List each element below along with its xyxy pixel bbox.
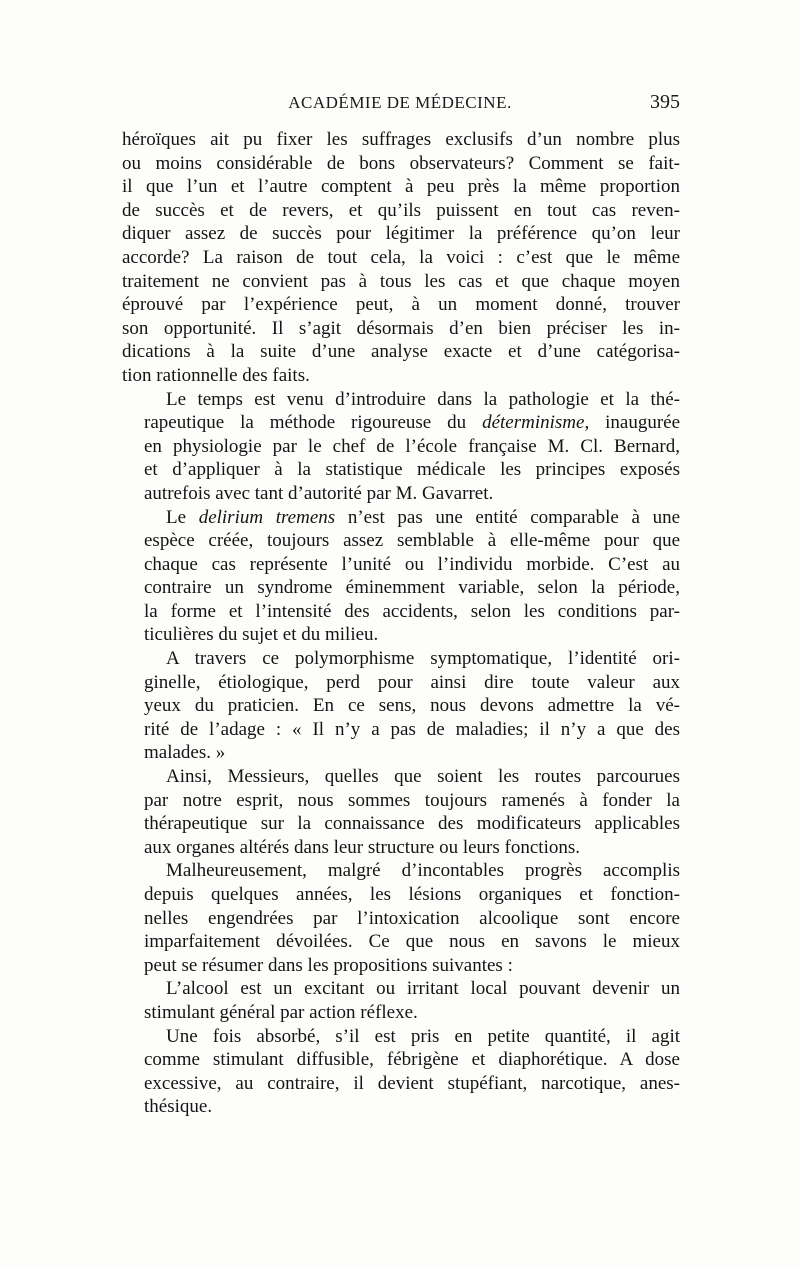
text-line: Une fois absorbé, s’il est pris en petite quantité, il agit xyxy=(166,1025,680,1047)
text-line: thérapeutique sur la connaissance des modificateurs applicables xyxy=(144,813,680,835)
text-line: Le temps est venu d’introduire dans la pathologie et la thé- xyxy=(166,388,680,410)
paragraph-8 xyxy=(122,1025,680,1119)
paragraph-5 xyxy=(122,765,680,859)
italic-term: déterminisme xyxy=(482,412,585,434)
text-line: et d’appliquer à la statistique médicale les principes exposés xyxy=(144,459,680,481)
text-line: excessive, au contraire, il devient stupéfiant, narcotique, anes- xyxy=(144,1072,680,1094)
text-line: depuis quelques années, les lésions organiques et fonction- xyxy=(144,884,680,905)
text-line: L’alcool est un excitant ou irritant local pouvant devenir un xyxy=(166,978,680,1000)
text-line: son opportunité. Il s’agit désormais d’en bien préciser les in- xyxy=(122,317,680,339)
italic-term: delirium tremens xyxy=(198,506,336,528)
text-line: aux organes altérés dans leur structure ou leurs fonctions. xyxy=(144,836,580,858)
text-line: rité de l’adage : « Il n’y a pas de maladies; il n’y a que des xyxy=(144,718,680,740)
paragraph-1 xyxy=(122,128,680,388)
page-number: 395 xyxy=(650,91,680,113)
text-line: yeux du praticien. En ce sens, nous devons admettre la vé- xyxy=(144,695,680,717)
text-line: stimulant général par action réflexe. xyxy=(144,1001,418,1023)
text-line: héroïques ait pu fixer les suffrages exclusifs d’un nombre plus xyxy=(122,129,680,150)
text-line: thésique. xyxy=(144,1096,213,1118)
text-line: A travers ce polymorphisme symptomatique, l’identité ori- xyxy=(166,648,680,670)
text-line: comme stimulant diffusible, fébrigène et diaphorétique. A dose xyxy=(144,1049,680,1071)
text-line: Ainsi, Messieurs, quelles que soient les routes parcourues xyxy=(166,766,680,788)
text-line: contraire un syndrome éminemment variable, selon la période, xyxy=(144,577,680,599)
text-line: ticulières du sujet et du milieu. xyxy=(144,624,379,646)
text-line: Malheureusement, malgré d’incontables progrès accomplis xyxy=(166,860,680,882)
paragraph-4 xyxy=(122,647,680,765)
text-line: nelles engendrées par l’intoxication alcoolique sont encore xyxy=(144,907,680,929)
text-line: malades. » xyxy=(144,742,226,764)
text-line: tion rationnelle des faits. xyxy=(122,364,310,386)
text-line: autrefois avec tant d’autorité par M. Gavarret. xyxy=(144,482,494,504)
text-line: dications à la suite d’une analyse exacte et d’une catégorisa- xyxy=(122,341,680,363)
text-span: rapeutique la méthode rigoureuse du xyxy=(144,412,467,434)
page-header xyxy=(120,93,680,123)
running-title: ACADÉMIE DE MÉDECINE. xyxy=(288,93,512,112)
text-line: imparfaitement dévoilées. Ce que nous en savons le mieux xyxy=(144,931,680,953)
text-line: traitement ne convient pas à tous les cas et que chaque moyen xyxy=(122,270,680,292)
text-line: en physiologie par le chef de l’école française M. Cl. Bernard, xyxy=(144,435,680,457)
text-line: par notre esprit, nous sommes toujours ramenés à fonder la xyxy=(144,789,680,811)
text-line xyxy=(122,411,680,435)
text-line: ou moins considérable de bons observateurs? Comment se fait- xyxy=(122,152,680,174)
text-span: , inaugurée xyxy=(584,412,681,434)
text-line: ginelle, étiologique, perd pour ainsi dire toute valeur aux xyxy=(144,671,680,693)
text-line: de succès et de revers, et qu’ils puissent en tout cas reven- xyxy=(122,199,680,221)
text-line: chaque cas représente l’unité ou l’individu morbide. C’est au xyxy=(144,553,680,575)
text-span: Le xyxy=(166,506,187,528)
text-line xyxy=(122,506,680,530)
paragraph-7 xyxy=(122,977,680,1024)
body-text xyxy=(122,128,680,1119)
text-line: accorde? La raison de tout cela, la voici : c’est que le même xyxy=(122,246,680,268)
text-span: n’est pas une entité comparable à une xyxy=(347,506,681,528)
text-line: espèce créée, toujours assez semblable à elle-même pour que xyxy=(144,530,680,552)
text-line: diquer assez de succès pour légitimer la préférence qu’on leur xyxy=(122,223,680,245)
text-line: la forme et l’intensité des accidents, selon les conditions par- xyxy=(144,600,680,622)
text-line: il que l’un et l’autre comptent à peu près la même proportion xyxy=(122,176,680,198)
text-line: peut se résumer dans les propositions suivantes : xyxy=(144,954,513,976)
paragraph-3 xyxy=(122,506,680,648)
paragraph-2 xyxy=(122,388,680,506)
text-line: éprouvé par l’expérience peut, à un moment donné, trouver xyxy=(122,294,680,316)
paragraph-6 xyxy=(122,859,680,977)
